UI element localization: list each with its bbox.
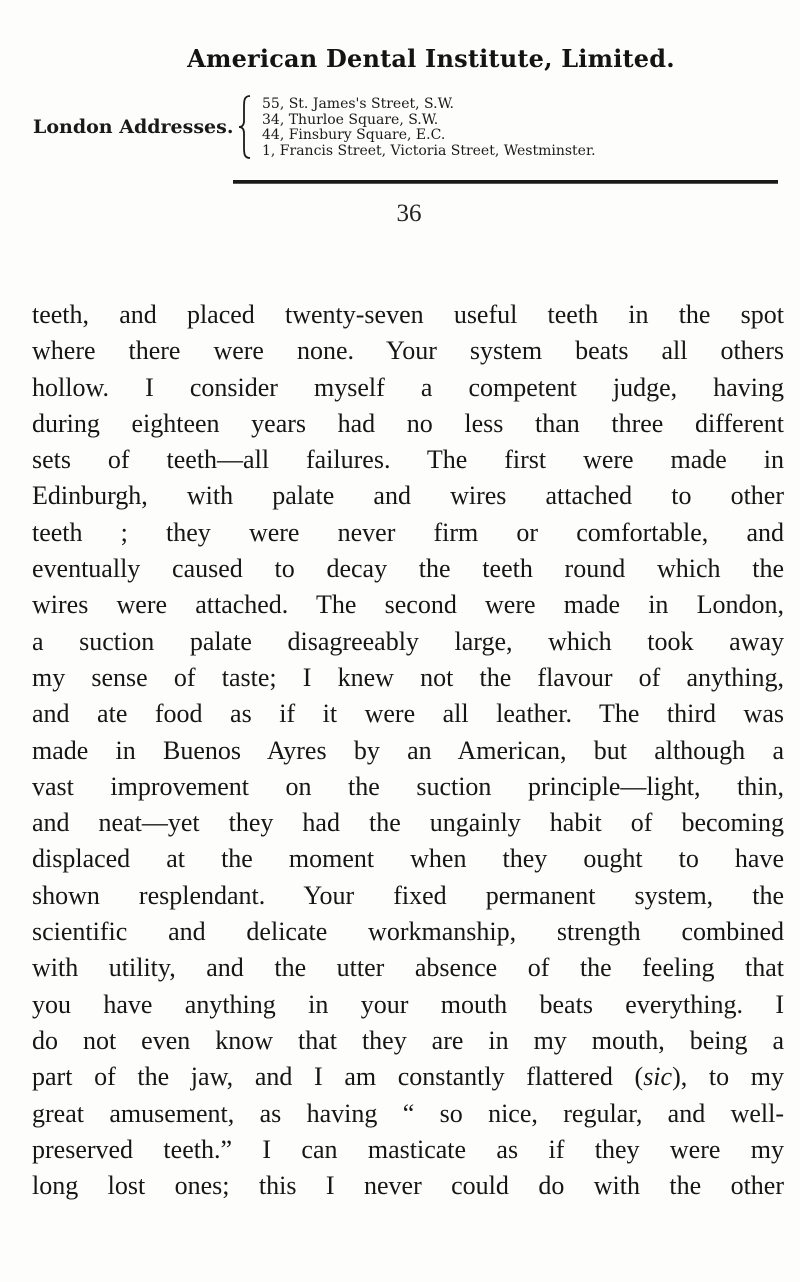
text-line: during eighteen years had no less than three different xyxy=(32,408,784,438)
text-line: shown resplendant. Your fixed permanent system, the xyxy=(32,880,784,910)
text-line: scientific and delicate workmanship, strength combined xyxy=(32,917,784,947)
address-line: 1, Francis Street, Victoria Street, Westminster. xyxy=(262,142,596,159)
text-line: where there were none. Your system beats all others xyxy=(32,336,784,366)
text-line: eventually caused to decay the teeth round which the xyxy=(32,554,784,584)
text-line: teeth ; they were never firm or comfortable, and xyxy=(32,517,784,547)
text-line: and ate food as if it were all leather. The third was xyxy=(32,699,784,729)
sic-marker: sic xyxy=(643,1062,673,1092)
text-line: and neat—yet they had the ungainly habit of becoming xyxy=(32,808,784,838)
text-line: teeth, and placed twenty-seven useful teeth in the spot xyxy=(32,300,784,329)
text-line: made in Buenos Ayres by an American, but although a xyxy=(32,735,784,765)
text-line: long lost ones; this I never could do with the other xyxy=(32,1171,784,1201)
addresses-label: London Addresses. xyxy=(33,116,234,138)
text-line: Edinburgh, with palate and wires attached to other xyxy=(32,481,784,511)
address-list xyxy=(262,97,596,159)
text-line: hollow. I consider myself a competent judge, having xyxy=(32,372,784,402)
text-line: you have anything in your mouth beats everything. I xyxy=(32,989,784,1019)
text-line: my sense of taste; I knew not the flavour of anything, xyxy=(32,662,784,692)
text-line: a suction palate disagreeably large, which took away xyxy=(32,626,784,656)
header-divider xyxy=(233,180,778,183)
text-line: preserved teeth.” I can masticate as if they were my xyxy=(32,1134,784,1164)
address-line: 44, Finsbury Square, E.C. xyxy=(262,127,446,143)
address-line: 55, St. James's Street, S.W. xyxy=(262,96,454,112)
address-line: 34, Thurloe Square, S.W. xyxy=(262,111,439,128)
text-line: do not even know that they are in my mouth, being a xyxy=(32,1025,784,1055)
text-line: vast improvement on the suction principle—light, thin, xyxy=(32,771,784,801)
text-line: great amusement, as having “ so nice, regular, and well- xyxy=(32,1098,784,1128)
page-number: 36 xyxy=(396,200,422,227)
text-line: part of the jaw, and I am constantly flattered (sic), to my xyxy=(32,1062,784,1092)
text-line: with utility, and the utter absence of the feeling that xyxy=(32,953,784,983)
institute-title: American Dental Institute, Limited. xyxy=(187,44,675,73)
addresses-block xyxy=(0,95,800,165)
body-text xyxy=(32,297,784,1204)
text-line: wires were attached. The second were made in London, xyxy=(32,590,784,620)
curly-brace-icon xyxy=(238,95,252,159)
text-line: sets of teeth—all failures. The first were made in xyxy=(32,445,784,475)
text-line: displaced at the moment when they ought to have xyxy=(32,844,784,874)
